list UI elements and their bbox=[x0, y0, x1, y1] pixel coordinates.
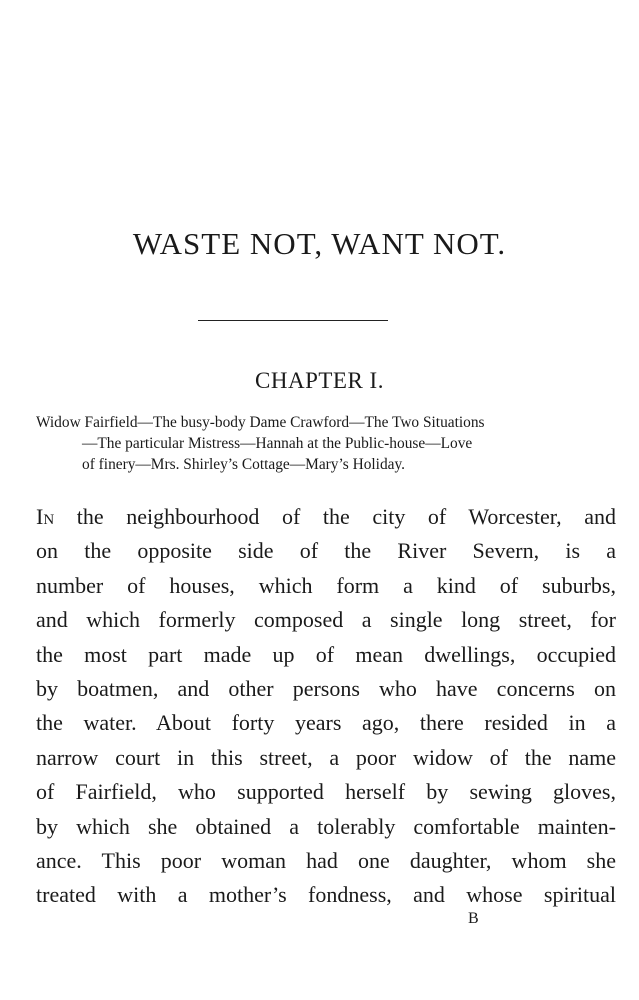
body-line: treated with a mother’s fondness, and whose spiritual bbox=[36, 882, 616, 908]
body-line: number of houses, which form a kind of suburbs, bbox=[36, 572, 616, 598]
body-line: the water. About forty years ago, there resided in a bbox=[36, 710, 616, 736]
synopsis-line: of finery—Mrs. Shirley’s Cottage—Mary’s Holiday. bbox=[82, 456, 406, 473]
chapter-heading: CHAPTER I. bbox=[255, 368, 384, 393]
opening-word: In bbox=[36, 504, 55, 529]
book-title: WASTE NOT, WANT NOT. bbox=[132, 226, 507, 261]
body-line: by which she obtained a tolerably comfortable mainten- bbox=[36, 813, 616, 839]
chapter-synopsis bbox=[36, 412, 610, 475]
body-line: ance. This poor woman had one daughter, whom she bbox=[36, 848, 616, 874]
title-rule bbox=[198, 320, 388, 321]
synopsis-line: —The particular Mistress—Hannah at the Public-house—Love bbox=[82, 435, 473, 452]
first-line-rest: the neighbourhood of the city of Worcester, and bbox=[76, 504, 616, 529]
body-line: and which formerly composed a single long street, for bbox=[36, 607, 616, 633]
printer-signature-mark: B bbox=[468, 910, 479, 927]
body-line: on the opposite side of the River Severn, is a bbox=[36, 538, 616, 564]
body-line: narrow court in this street, a poor widow of the name bbox=[36, 744, 616, 770]
body-line: by boatmen, and other persons who have concerns on bbox=[36, 676, 616, 702]
body-line-first bbox=[36, 500, 616, 534]
body-text bbox=[36, 500, 616, 913]
synopsis-line: Widow Fairfield—The busy-body Dame Crawford—The Two Situations bbox=[36, 414, 485, 431]
body-line: the most part made up of mean dwellings, occupied bbox=[36, 641, 616, 667]
body-line: of Fairfield, who supported herself by sewing gloves, bbox=[36, 779, 616, 805]
